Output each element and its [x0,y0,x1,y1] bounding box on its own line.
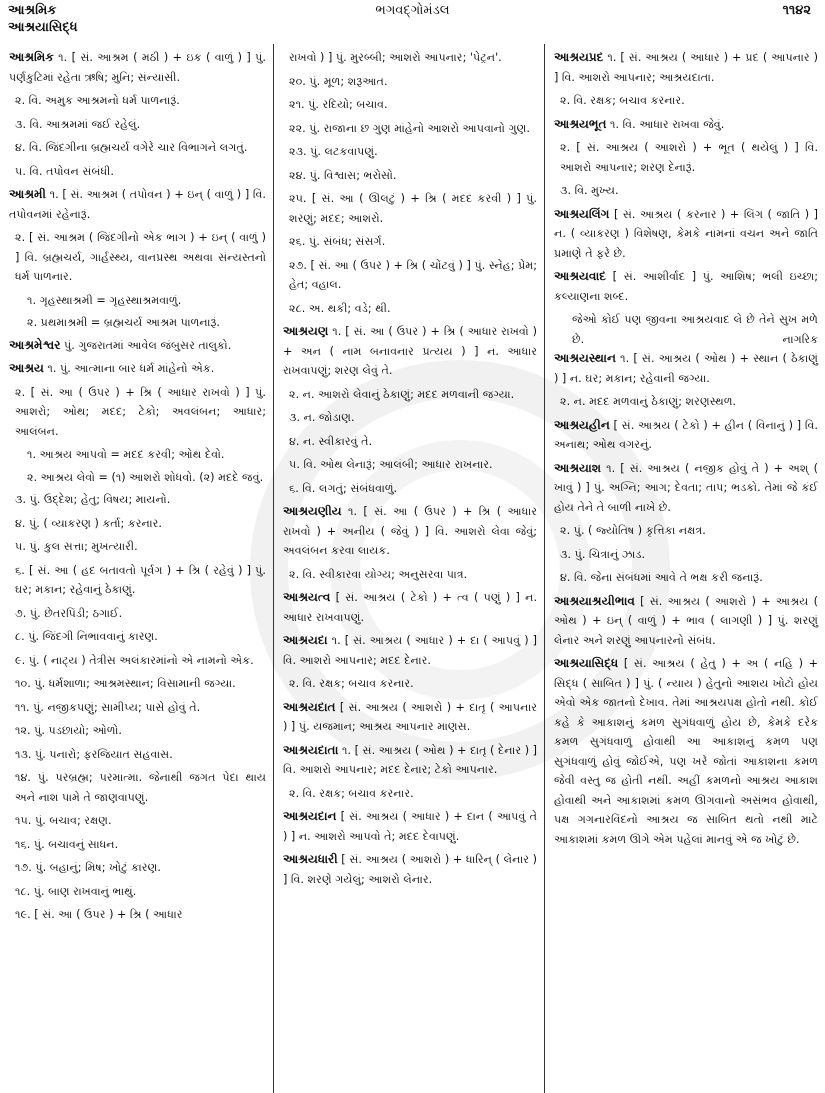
headword: આશ્રયણીય [283,504,342,518]
headword: આશ્રમી [9,187,46,201]
headword: આશ્રય [9,361,44,375]
sense-item: ૨૭. [ સં. આ ( ઉપર ) + શ્રિ ( ચોંટવું ) ] પું. સ્નેહ; પ્રેમ; હેત; વહાલ. [289,258,537,291]
sense-item: ૫. વિ. તપોવન સંબંધી. [15,164,114,178]
definition-text: ૧. [ સં. આશ્રય ( ઓથ ) + દાતૃ ( દેનાર ) ] વિ. આશરો આપનાર; મદદ દેનાર; ટેકો આપનાર. [283,743,537,776]
dictionary-entry [554,416,818,455]
sense-item: ૬. [ સં. આ ( હદ બતાવતો પૂર્વગ ) + શ્રિ ( રહેવું ) ] પું. ઘર; મકાન; રહેવાનું ઠેકાણું. [15,563,266,596]
dictionary-entry [283,631,537,670]
sense-item: ૫. પું. કુલ સત્તા; મુખત્યારી. [15,540,138,553]
headword: આશ્રયદાન [283,809,337,823]
headword: આશ્રયપ્રદ [554,50,604,64]
sense-item: ૯. પું. ( નાટ્ય ) તેત્રીસ અલંકારમાંનો એ નામનો એક. [15,653,254,667]
definition-text: [ સં. આશ્રય ( ટેકો ) + ત્વ ( પણું ) ] ન. આધાર રાખવાપણું. [283,591,537,624]
sense-item: ૨. [ સં. આશ્રય ( આશરો ) + ભૂત ( થયેલું ) ] વિ. આશરો આપનાર; શરણ દેનારૂં. [560,141,818,174]
dictionary-entry [554,205,818,264]
dictionary-entry [9,48,266,87]
sense-item: ૨૪. પું. વિશ્વાસ; ભરોસો. [289,168,397,182]
definition-text: ૧. [ સં. આશ્રય ( નજીક હોવું તે ) + અશ્ ( ખાવું ) ] પું. અગ્નિ; આગ; દેવતા; તાપ; ભડકો. તેમાં જે કંઈ હોય તેને તે બાળી નાખે છે. [554,461,818,514]
definition-text: [ સં. આશ્રય ( કરનાર ) + લિંગ ( જાતિ ) ] ન. ( વ્યાકરણ ) વિશેષણ, કેમકે નામનાં વચન અને જાતિ પ્રમાણે તે ફરે છે. [554,207,818,260]
column-left [0,44,274,1093]
sense-item: ૨૦. પું. મૂળ; શરૂઆત. [289,74,388,88]
sense-item: ૩. પું. ચિત્રાનું ઝાડ. [560,547,646,561]
dictionary-entry [554,459,818,518]
headword: આશ્રયસ્થાન [554,351,616,365]
sense-item: ૧૮. પું. બાણ રાખવાનું ભાથું. [15,884,137,898]
headword: આશ્રયહીન [554,417,610,432]
sense-item: ૧૯. [ સં. આ ( ઉપર ) + શ્રિ ( આધાર [15,908,183,921]
dictionary-entry [554,349,818,388]
sense-item: ૨૨. પું. રાજાના છ ગુણ માંહેનો આશરો આપવાનો ગુણ. [289,121,530,135]
definition-text: ૧. [ સં. આ ( ઉપર ) + શ્રિ ( આધાર રાખવો ) + અન ( નામ બનાવનાર પ્રત્યય ) ] ન. આધાર રાખવાપણું; શરણ લેવું તે. [283,325,537,377]
idiom-phrase: ૨. આશ્રય લેવો = (૧) આશરો શોધવો. (૨) મદદે જવું. [27,470,264,484]
headword: આશ્રયણ [283,324,329,338]
page-header [0,0,825,44]
dictionary-columns [0,44,825,1093]
sense-item: ૪. વિ. જિંદગીના બ્રહ્મચર્ય વગેરે ચાર વિભાગને લગતું. [15,141,248,154]
sense-item: ૧૪. પું. પરબ્રહ્મ; પરમાત્મા. જેનાથી જગત પેદા થાય અને નાશ પામે તે જાણવાપણું. [15,771,266,804]
sense-item: ૫. વિ. ઓથ લેનારૂં; આલંબી; આધાર રાખનાર. [289,458,493,471]
idiom-phrase: ૧. ગૃહસ્થાશ્રમી = ગૃહસ્થાશ્રમવાળું. [27,293,182,307]
sense-item: ૨૧. પું. રદિયો; બચાવ. [289,98,388,111]
sense-item: ૨૫. [ સં. આ ( ઊલટું ) + શ્રિ ( મદદ કરવી ) ] પું. શરણું; મદદ; આશરો. [289,192,537,225]
sense-item: ૧૫. પું. બચાવ; રક્ષણ. [15,814,112,827]
headword: આશ્રયધારી [283,852,338,866]
dictionary-entry [283,850,537,889]
sense-item: રાખવો ) ] પું. મુરબ્બી; આશરો આપનાર; 'પેટ્રન'. [289,51,502,64]
sense-item: ૨૮. અ. થકી; વડે; થી. [289,301,391,315]
sense-item: ૧૩. પું. પનારો; ફરજિયાત સહવાસ. [15,747,173,761]
column-middle [274,44,545,1093]
dictionary-entry [283,807,537,846]
sense-item: ૨. વિ. અમુક આશ્રમનો ધર્મ પાળનારૂં. [15,94,180,107]
page-number: ૧૧૪૨ [782,3,811,18]
headword: આશ્રયાસિદ્ધ [554,656,619,670]
definition-text: પું. ગુજરાતમાં આવેલ જંબુસર તાલુકો. [60,338,232,352]
definition-text: [ સં. આશ્રય ( આશરો ) + દાતૃ ( આપનાર ) ] પું. યજમાન; આશ્રય આપનાર માણસ. [283,700,537,733]
sense-item: ૧૧. પું. નજીકપણું; સામીપ્ય; પાસે હોવું તે. [15,700,201,714]
dictionary-entry [9,336,266,356]
sense-item: ૧૭. પું. બહાનું; મિષ; ખોટું કારણ. [15,861,161,874]
headword: આશ્રમિક [9,50,54,64]
headword: આશ્રયાશ્રયીભાવ [554,593,635,608]
sense-item: ૧૦. પું. ધર્મશાળા; આશ્રમસ્થાન; વિસામાની જગ્યા. [15,677,236,690]
dictionary-entry [554,115,818,135]
definition-text: [ સં. આશીર્વાદ ] પું. આશિષ; ભલી ઇચ્છા; કલ્યાણના શબ્દ. [554,270,818,303]
guide-word-last: આશ્રયાસિદ્ધ [8,20,78,35]
sense-item: ૨૩. પું. લટકવાપણું. [289,145,378,158]
column-right [545,44,825,1093]
sense-item: ૪. પું. ( વ્યાકરણ ) કર્તા; કરનાર. [15,516,162,530]
sense-item: ૧૨. પું. પડછાયો; ઓળો. [15,724,122,737]
headword: આશ્રયલિંગ [554,206,610,221]
headword: આશ્રયભૂત [554,116,607,131]
headword: આશ્રયત્વ [283,590,331,604]
headword: આશ્રયવાદ [554,269,606,283]
dictionary-entry [9,185,266,224]
sense-item: ૨. [ સં. આ ( ઉપર ) + શ્રિ ( આધાર રાખવો ) ] પું. આશરો; ઓથ; મદદ; ટેકો; અવલંબન; આધાર; આલંબન. [15,385,266,438]
definition-text: ૧. [ સં. આશ્રય ( ઓથ ) + સ્થાન ( ઠેકાણું ) ] ન. ઘર; મકાન; રહેવાની જગ્યા. [554,352,818,385]
sense-item: ૧૬. પું. બચાવનું સાધન. [15,837,119,851]
sense-item: ૭. પું. છેતરપિંડી; ઠગાઈ. [15,606,123,620]
definition-text: [ સં. આશ્રય ( હેતુ ) + અ ( નહિ ) + સિદ્ધ ( સાબિત ) ] પું. ( ન્યાય ) હેતુનો આશય ખોટો હોય એવો એક જાતનો દેખાવ. તેમાં આશ્રયપક્ષ હોતો નથી. કોઈ કહે કે આકાશનું કમળ સુગંધવાળું હોય છે, કેમકે દરેક કમળ સુગંધવાળું હોવાથી આ આકાશનું કમળ પણ સુગંધવાળું હોવું જોઈએ, પણ ખરે જોતાં આકાશના કમળ જેવી વસ્તુ જ હોતી નથી. અહીં કમળનો આશ્રય આકાશ હોવાથી અને આકાશમાં કમળ ઊગવાનો અસંભવ હોવાથી, પક્ષ ગગનારવિંદનો આશ્રય જ સાબિત થતો નથી માટે આકાશમાં કમળ ઊગે એમ પહેલાં માનવું એ જ ખોટું છે. [554,657,818,846]
sense-item: ૩. પું. ઉદ્દેશ; હેતુ; વિષય; માયનો. [15,493,171,506]
sense-item: ૨. પું. ( જ્યોતિષ ) કૃત્તિકા નક્ષત્ર. [560,524,706,537]
dictionary-entry [9,359,266,379]
dictionary-entry [554,592,818,651]
definition-text: [ સં. આશ્રય ( આધાર ) + દાન ( આપવું તે ) ] ન. આશરો આપવો તે; મદદ દેવાપણું. [283,810,537,843]
sense-item: ૮. પું. જિંદગી નિભાવવાનું કારણ. [15,630,158,643]
sense-item: ૨. ન. આશરો લેવાનું ઠેકાણું; મદદ મળવાની જગ્યા. [289,387,515,401]
dictionary-entry [554,48,818,87]
definition-text: ૧. વિ. આધાર રાખવા જેવું. [606,117,725,131]
quote-text: જેઓ કોઈ પણ જીવના આશ્રયવાદ લે છે તેને સુખ મળે છે. [572,313,818,346]
sense-item: ૨. [ સં. આશ્રમ ( જિંદગીનો એક ભાગ ) + ઇન્ ( વાળું ) ] વિ. બ્રહ્મચર્ય, ગાર્હસ્થ્ય, વાનપ્રસ્થ અથવા સંન્યસ્તનો ધર્મ પાળનાર. [15,231,266,283]
sense-item: ૨. વિ. રક્ષક; બચાવ કરનાર. [289,786,414,800]
definition-text: ૧. [ સં. આશ્રય ( આધાર ) + પ્રદ ( આપનાર ) ] વિ. આશરો આપનાર; આશ્રયદાતા. [554,51,818,84]
definition-text: ૧. [ સં. આશ્રમ ( તપોવન ) + ઇન્ ( વાળું ) ] વિ. તપોવનમાં રહેનારૂં. [9,188,266,221]
sense-item: ૩. વિ. મુખ્ય. [560,184,619,197]
usage-quote [554,310,818,349]
headword: આશ્રયાશ [554,460,602,475]
sense-item: ૩. ન. જોડાણ. [289,411,355,424]
sense-item: ૨. ન. મદદ મળવાનું ઠેકાણું; શરણસ્થળ. [560,395,737,408]
definition-text: [ સં. આશ્રય ( ટેકો ) + હીન ( વિનાનું ) ] વિ. અનાથ; ઓથ વગરનું. [554,418,818,451]
sense-item: ૨. વિ. સ્વીકારવા યોગ્ય; અનુસરવા પાત્ર. [289,567,468,581]
sense-item: ૨. વિ. રક્ષક; બચાવ કરનાર. [289,677,414,690]
sense-item: ૬. વિ. લગતું; સંબંધવાળું. [289,481,398,495]
headword: આશ્રયદાત [283,699,336,714]
sense-item: ૪. વિ. જેના સંબંધમાં આવે તે ભક્ષ કરી જનારૂં. [560,571,763,584]
definition-text: ૧. [ સં. આ ( ઉપર ) + શ્રિ ( આધાર રાખવો ) + અનીય ( જેવું ) ] વિ. આશરો લેવા જેવું; અવલંબન કરવા લાયક. [283,505,537,557]
dictionary-entry [554,267,818,306]
sense-item: ૨૬. પું. સંબંધ; સંસર્ગ. [289,235,386,248]
sense-item: ૩. વિ. આશ્રમમાં જઈ રહેલું. [15,117,141,131]
dictionary-entry [283,588,537,627]
definition-text: ૧. [ સં. આશ્રય ( આધાર ) + દા ( આપવું ) ] વિ. આશરો આપનાર; મદદ દેનાર. [283,634,537,667]
idiom-phrase: ૧. આશ્રય આપવો = મદદ કરવી; ઓથ દેવો. [27,448,225,461]
guide-word-first: આશ્રમિક [8,3,57,18]
sense-item: ૪. ન. સ્વીકારવું તે. [289,434,373,448]
dictionary-entry [283,502,537,561]
running-title: ભગવદ્ગોમંડલ [375,3,450,18]
dictionary-entry [283,698,537,737]
definition-text: ૧. પું. આત્માના બાર ધર્મ માંહેનો એક. [43,362,215,375]
headword: આશ્રયદાતા [283,742,339,757]
dictionary-entry [283,322,537,381]
definition-text: [ સં. આશ્રય ( આશરો ) + આશ્રય ( ઓથ ) + ઇન્ ( વાળું ) + ભાવ ( લાગણી ) ] પું. શરણું લેનાર અને શરણું આપનારનો સંબંધ. [554,594,818,647]
dictionary-entry [554,654,818,849]
dictionary-entry [283,741,537,780]
headword: આશ્રમેશ્વર [9,337,61,352]
idiom-phrase: ૨. પ્રથમાશ્રમી = બ્રહ્મચર્ય આશ્રમ પાળનારૂં. [27,316,220,329]
sense-item: ૨. વિ. રક્ષક; બચાવ કરનાર. [560,94,685,107]
headword: આશ્રયદા [283,633,328,647]
definition-text: ૧. [ સં. આશ્રમ ( મઠી ) + ઇક ( વાળું ) ] પું. પર્ણકુટિમાં રહેતા ઋષિ; મુનિ; સંન્યાસી. [9,51,266,84]
quote-source: નાગરિક [782,332,818,346]
definition-text: [ સં. આશ્રય ( આશરો ) + ધારિન્ ( લેનાર ) ] વિ. શરણે ગયેલું; આશરો લેનાર. [283,853,537,886]
